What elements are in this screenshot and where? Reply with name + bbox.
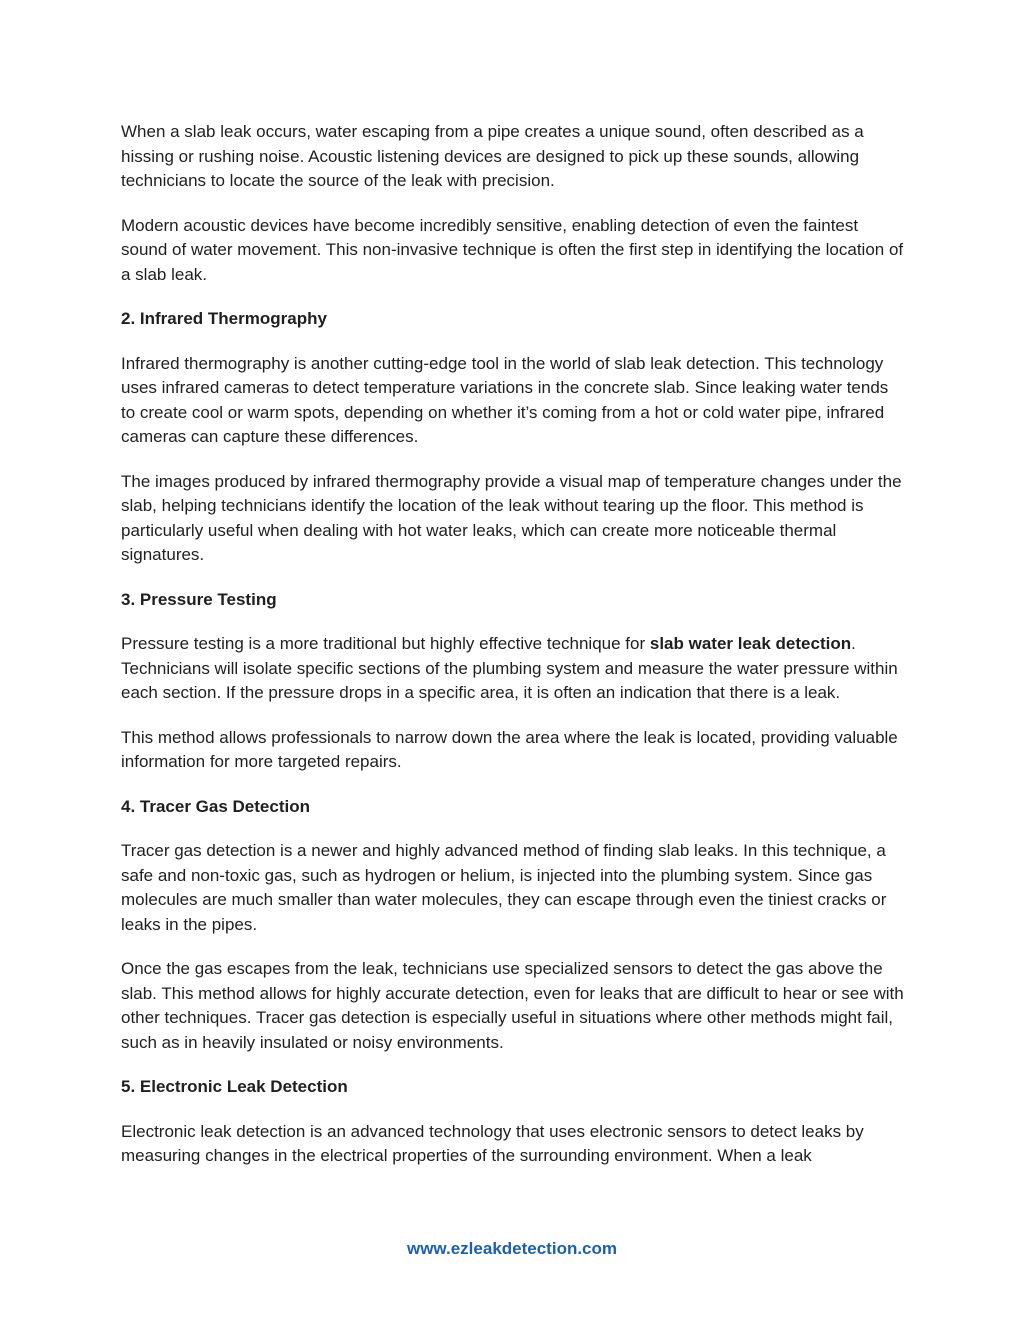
heading-electronic-detection: 5. Electronic Leak Detection: [121, 1077, 348, 1096]
paragraph-tracer-sensors: Once the gas escapes from the leak, technicians use specialized sensors to detect the gas above the slab. This method allows for highly accurate detection, even for leaks that are difficult to hear or see with other techniques. Tracer gas detection is especially useful in situations where other methods might fail, such as in heavily insulated or noisy environments.: [121, 959, 904, 1052]
paragraph-acoustic-intro: When a slab leak occurs, water escaping from a pipe creates a unique sound, often described as a hissing or rushing noise. Acoustic listening devices are designed to pick up these sounds, allowing technicians to locate the source of the leak with precision.: [121, 122, 864, 190]
paragraph-pressure-text-end: . Technicians will isolate specific sections of the plumbing system and measure the water pressure within each section. If the pressure drops in a specific area, it is often an indication that there is a leak.: [121, 634, 898, 702]
paragraph-pressure-intro: [121, 632, 905, 706]
paragraph-infrared-intro: Infrared thermography is another cutting-edge tool in the world of slab leak detection. This technology uses infrared cameras to detect temperature variations in the concrete slab. Since leaking water tends to create cool or warm spots, depending on whether it’s coming from a hot or cold water pipe, infrared cameras can capture these differences.: [121, 353, 889, 446]
bold-keyword: slab water leak detection: [649, 634, 852, 653]
heading-pressure-testing: 3. Pressure Testing: [121, 589, 277, 609]
document-body: [121, 120, 905, 1189]
paragraph-electronic-intro: Electronic leak detection is an advanced technology that uses electronic sensors to detect leaks by measuring changes in the electrical properties of the surrounding environment. When a leak: [121, 1121, 864, 1165]
paragraph-infrared-images: The images produced by infrared thermography provide a visual map of temperature changes under the slab, helping technicians identify the location of the leak without tearing up the floor. This method is particularly useful when dealing with hot water leaks, which can create more noticeable thermal signatures.: [121, 471, 902, 564]
heading-infrared-thermography: 2. Infrared Thermography: [121, 309, 327, 328]
paragraph-tracer-intro: Tracer gas detection is a newer and highly advanced method of finding slab leaks. In this technique, a safe and non-toxic gas, such as hydrogen or helium, is injected into the plumbing system. Since gas molecules are much smaller than water molecules, they can escape through even the tiniest cracks or leaks in the pipes.: [121, 841, 887, 934]
footer-website-link[interactable]: www.ezleakdetection.com: [406, 1239, 618, 1258]
paragraph-pressure-text-start: Pressure testing is a more traditional but highly effective technique for: [121, 634, 650, 653]
paragraph-pressure-narrow: This method allows professionals to narrow down the area where the leak is located, providing valuable information for more targeted repairs.: [121, 727, 898, 771]
paragraph-acoustic-sensitivity: Modern acoustic devices have become incredibly sensitive, enabling detection of even the faintest sound of water movement. This non-invasive technique is often the first step in identifying the location of a slab leak.: [121, 215, 904, 284]
heading-tracer-gas: 4. Tracer Gas Detection: [121, 796, 310, 816]
